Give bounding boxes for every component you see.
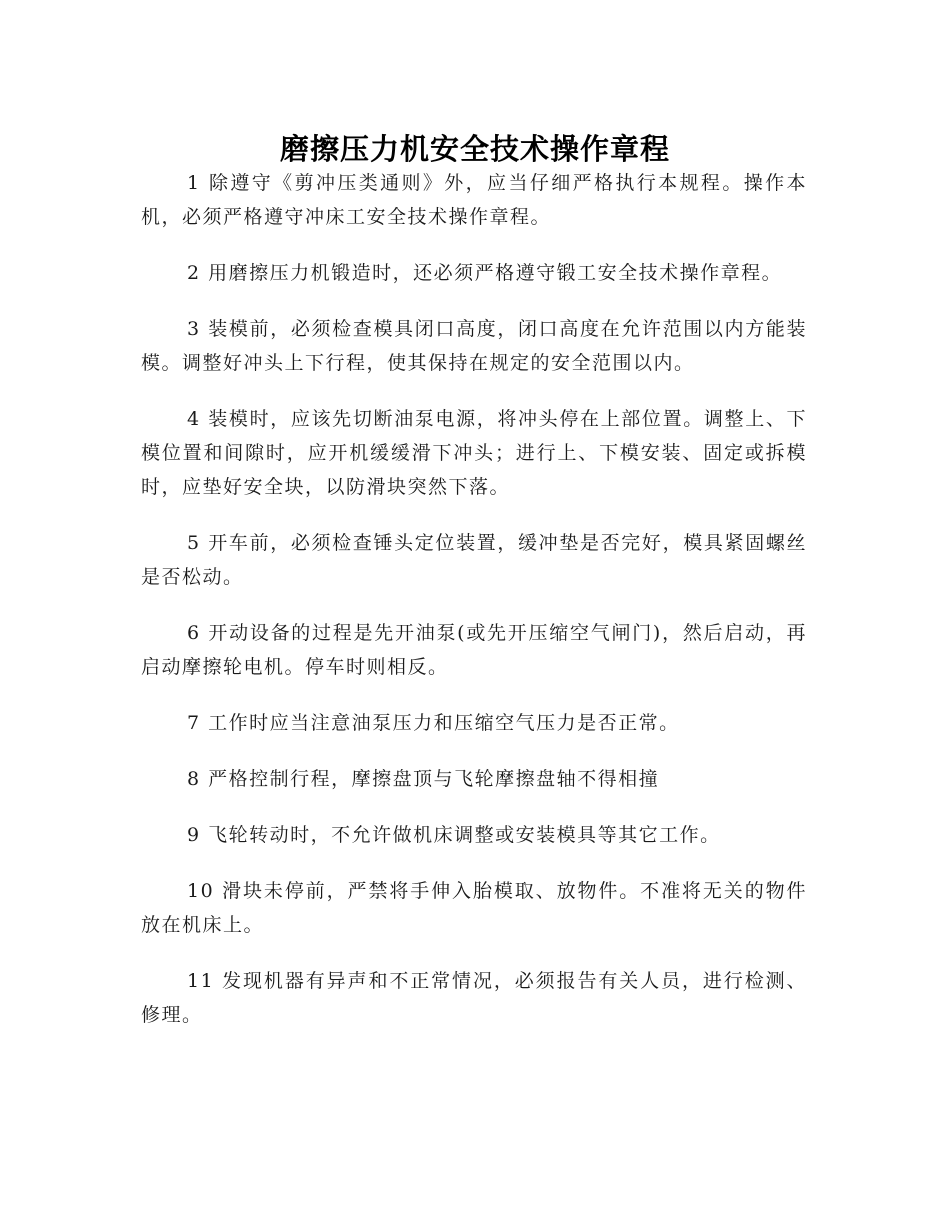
paragraph-10: 10 滑块未停前，严禁将手伸入胎模取、放物件。不准将无关的物件放在机床上。 [141,880,807,936]
document-title: 磨擦压力机安全技术操作章程 [279,132,670,167]
paragraph-5: 5 开车前，必须检查锤头定位装置，缓冲垫是否完好，模具紧固螺丝是否松动。 [141,532,807,588]
paragraph-8: 8 严格控制行程，摩擦盘顶与飞轮摩擦盘轴不得相撞 [187,768,660,790]
paragraph-6: 6 开动设备的过程是先开油泵(或先开压缩空气闸门)，然后启动，再启动摩擦轮电机。停车时则相反。 [141,622,807,678]
paragraph-11: 11 发现机器有异声和不正常情况，必须报告有关人员，进行检测、修理。 [141,970,807,1026]
paragraph-4: 4 装模时，应该先切断油泵电源，将冲头停在上部位置。调整上、下模位置和间隙时，应开机缓缓滑下冲头；进行上、下模安装、固定或拆模时，应垫好安全块，以防滑块突然下落。 [141,408,807,498]
paragraph-9: 9 飞轮转动时，不允许做机床调整或安装模具等其它工作。 [187,824,721,846]
document-body [141,166,807,1054]
paragraph-2: 2 用磨擦压力机锻造时，还必须严格遵守锻工安全技术操作章程。 [187,262,783,284]
paragraph-7: 7 工作时应当注意油泵压力和压缩空气压力是否正常。 [187,712,680,734]
paragraph-3: 3 装模前，必须检查模具闭口高度，闭口高度在允许范围以内方能装模。调整好冲头上下行程，使其保持在规定的安全范围以内。 [141,318,807,374]
paragraph-1: 1 除遵守《剪冲压类通则》外，应当仔细严格执行本规程。操作本机，必须严格遵守冲床工安全技术操作章程。 [141,172,807,228]
